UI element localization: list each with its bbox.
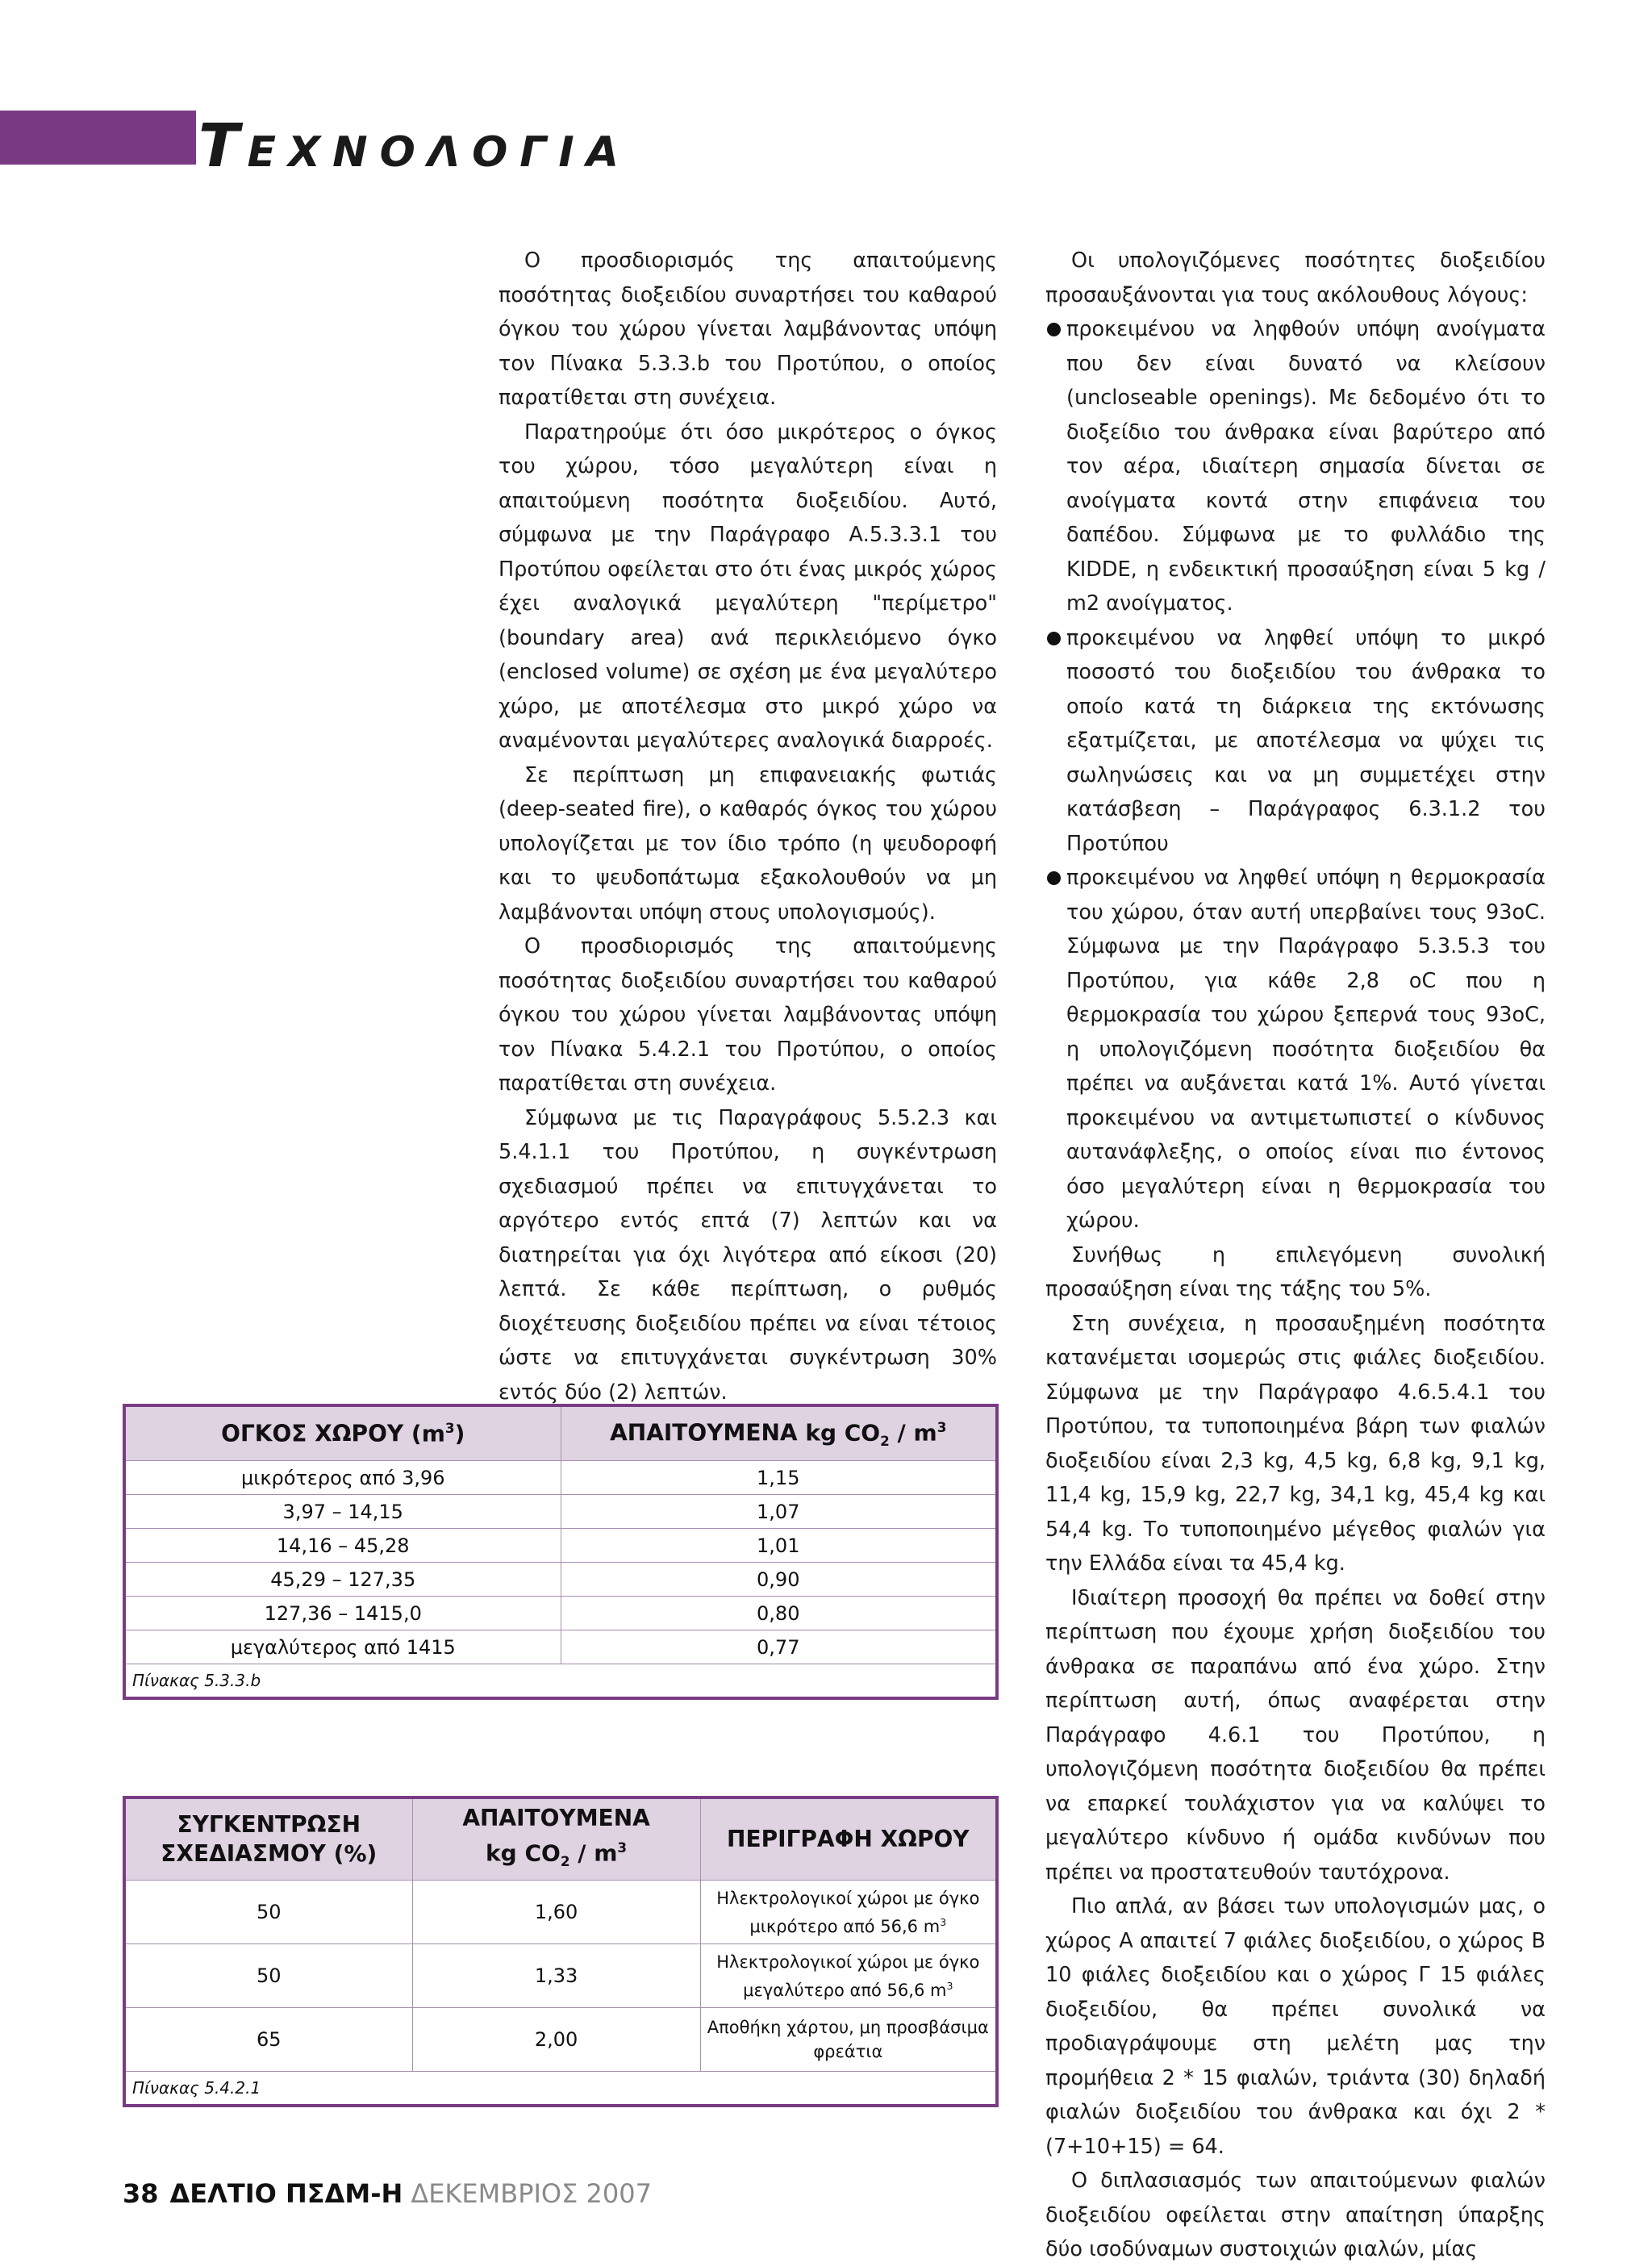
table-row: 14,16 – 45,28 1,01 xyxy=(124,1529,997,1563)
paragraph: Σύμφωνα με τις Παραγράφους 5.5.2.3 και 5.4.1.1 του Προτύπου, η συγκέντρωση σχεδιασμού πρέπει να επιτυγχάνεται το αργότερο εντός επτά (7) λεπτών και να διατηρείται για όχι λιγότερα από είκοσι (20) λεπτά. Σε κάθε περίπτωση, ο ρυθμός διοχέτευσης διοξειδίου πρέπει να είναι τέτοιος ώστε να επιτυγχάνεται συγκέντρωση 30% εντός δύο (2) λεπτών. xyxy=(499,1105,997,1405)
paragraph: Ο διπλασιασμός των απαιτούμενων φιαλών διοξειδίου οφείλεται στην απαίτηση ύπαρξης δύο ισοδύναμων συστοιχιών φιαλών, μίας xyxy=(1045,2169,1546,2261)
table-header-row xyxy=(124,1405,997,1461)
bullet-list xyxy=(1045,312,1546,1238)
list-item: προκειμένου να ληφθεί υπόψη η θερμοκρασία του χώρου, όταν αυτή υπερβαίνει τους 93οC. Σύμφωνα με την Παράγραφο 5.3.5.3 του Προτύπου, για κάθε 2,8 οC που η θερμοκρασία του χώρου ξεπερνά τους 93οC, η υπολογιζόμενη ποσότητα διοξειδίου θα πρέπει να αυξάνεται κατά 1%. Αυτό γίνεται προκειμένου να αντιμετωπιστεί ο κίνδυνος αυτανάφλεξης, ο οποίος είναι πιο έντονος όσο μεγαλύτερη είναι η θερμοκρασία του χώρου. xyxy=(1045,861,1546,1238)
table-row: 65 2,00 Αποθήκη χάρτου, μη προσβάσιμα φρεάτια xyxy=(124,2008,997,2072)
table-row: 45,29 – 127,35 0,90 xyxy=(124,1563,997,1597)
concentration-table xyxy=(123,1796,999,2107)
paragraph: Σε περίπτωση μη επιφανειακής φωτιάς (deep-seated fire), ο καθαρός όγκος του χώρου υπολογίζεται με τον ίδιο τρόπο (η ψευδοροφή και το ψευδοπάτωμα εξακολουθούν να μη λαμβάνονται υπόψη στους υπολογισμούς). xyxy=(499,762,997,925)
paragraph: Συνήθως η επιλεγόμενη συνολική προσαύξηση είναι της τάξης του 5%. xyxy=(1045,1242,1546,1301)
table-row: 50 1,60 Ηλεκτρολογικοί χώροι με όγκο μικρότερο από 56,6 $m^3$ xyxy=(124,1881,997,1944)
list-item: προκειμένου να ληφθεί υπόψη το μικρό ποσοστό του διοξειδίου του άνθρακα το οποίο κατά τη διάρκεια της εκτόνωσης εξατμίζεται, με αποτέλεσμα να ψύχει τις σωληνώσεις και να μη συμμετέχει στην κατάσβεση – Παράγραφος 6.3.1.2 του Προτύπου xyxy=(1045,621,1546,862)
table-row: 50 1,33 Ηλεκτρολογικοί χώροι με όγκο μεγαλύτερο από 56,6 $m^3$ xyxy=(124,1944,997,2008)
table-caption: Πίνακας 5.4.2.1 xyxy=(124,2072,997,2106)
issue-date: ΔΕΚΕΜΒΡΙΟΣ 2007 xyxy=(411,2178,652,2209)
paragraph: Στη συνέχεια, η προσαυξημένη ποσότητα κατανέμεται ισομερώς στις φιάλες διοξειδίου. Σύμφωνα με την Παράγραφο 4.6.5.4.1 του Προτύπου, τα τυποποιημένα βάρη των φιαλών διοξειδίου είναι 2,3 kg, 4,5 kg, 6,8 kg, 9,1 kg, 11,4 kg, 15,9 kg, 22,7 kg, 34,1 kg, 45,4 kg και 54,4 kg. Το τυποποιημένο μέγεθος φιαλών για την Ελλάδα είναι τα 45,4 kg. xyxy=(1045,1311,1546,1576)
table-row: 127,36 – 1415,0 0,80 xyxy=(124,1597,997,1630)
column-header-volume: ΟΓΚΟΣ ΧΩΡΟΥ $(m^3)$ xyxy=(124,1405,561,1461)
table-caption-row xyxy=(124,1664,997,1699)
paragraph: Ο προσδιορισμός της απαιτούμενης ποσότητας διοξειδίου συναρτήσει του καθαρού όγκου του χώρου γίνεται λαμβάνοντας υπόψη τον Πίνακα 5.3.3.b του Προτύπου, ο οποίος παρατίθεται στη συνέχεια. xyxy=(499,248,997,410)
table-row: μεγαλύτερος από 1415 0,77 xyxy=(124,1630,997,1664)
section-title: ΤΕΧΝΟΛΟΓΙΑ xyxy=(198,111,631,181)
table-row: μικρότερος από 3,96 1,15 xyxy=(124,1461,997,1495)
paragraph: Παρατηρούμε ότι όσο μικρότερος ο όγκος του χώρου, τόσο μεγαλύτερη είναι η απαιτούμενη ποσότητα διοξειδίου. Αυτό, σύμφωνα με την Παράγραφο Α.5.3.3.1 του Προτύπου οφείλεται στο ότι ένας μικρός χώρος έχει αναλογικά μεγαλύτερη "περίμετρο" (boundary area) ανά περικλειόμενο όγκο (enclosed volume) σε σχέση με ένα μεγαλύτερο χώρο, με αποτέλεσμα στο μικρό χώρο να αναμένονται μεγαλύτερες αναλογικά διαρροές. xyxy=(499,420,997,753)
volume-table xyxy=(123,1404,999,1700)
paragraph: Πιο απλά, αν βάσει των υπολογισμών μας, ο χώρος Α απαιτεί 7 φιάλες διοξειδίου, ο χώρος Β 10 φιάλες διοξειδίου και ο χώρος Γ 15 φιάλες διοξειδίου, θα πρέπει συνολικά να προδιαγράψουμε στη μελέτη μας την προμήθεια 2 * 15 φιαλών, τριάντα (30) δηλαδή φιαλών διοξειδίου του άνθρακα και όχι 2 * (7+10+15) = 64. xyxy=(1045,1894,1546,2159)
list-item: προκειμένου να ληφθούν υπόψη ανοίγματα που δεν είναι δυνατό να κλείσουν (uncloseable openings). Με δεδομένο ότι το διοξείδιο του άνθρακα είναι βαρύτερο από τον αέρα, ιδιαίτερη σημασία δίνεται σε ανοίγματα κοντά στην επιφάνεια του δαπέδου. Σύμφωνα με το φυλλάδιο της KIDDE, η ενδεικτική προσαύξηση είναι 5 kg / m2 ανοίγματος. xyxy=(1045,312,1546,621)
paragraph: Οι υπολογιζόμενες ποσότητες διοξειδίου προσαυξάνονται για τους ακόλουθους λόγους: xyxy=(1045,248,1546,307)
table-header-row xyxy=(124,1797,997,1881)
page-number: 38 xyxy=(123,2178,159,2209)
paragraph: Ο προσδιορισμός της απαιτούμενης ποσότητας διοξειδίου συναρτήσει του καθαρού όγκου του χώρου γίνεται λαμβάνοντας υπόψη τον Πίνακα 5.4.2.1 του Προτύπου, ο οποίος παρατίθεται στη συνέχεια. xyxy=(499,934,997,1096)
magazine-name: ΔΕΛΤΙΟ ΠΣΔΜ-Η xyxy=(169,2178,403,2209)
table-row: 3,97 – 14,15 1,07 xyxy=(124,1495,997,1529)
column-header-required-co2: ΑΠΑΙΤΟΥΜΕΝΑ kg $CO_2 / m^3$ xyxy=(561,1405,997,1461)
paragraph: Ιδιαίτερη προσοχή θα πρέπει να δοθεί στην περίπτωση που έχουμε χρήση διοξειδίου του άνθρακα σε παραπάνω από ένα χώρο. Στην περίπτωση αυτή, όπως αναφέρεται στην Παράγραφο 4.6.1 του Προτύπου, η υπολογιζόμενη ποσότητα διοξειδίου θα πρέπει να επαρκεί τουλάχιστον για να καλύψει το μεγαλύτερο κίνδυνο ή ομάδα κινδύνων που πρέπει να προστατευθούν ταυτόχρονα. xyxy=(1045,1585,1546,1885)
table-caption-row xyxy=(124,2072,997,2106)
right-column xyxy=(1045,244,1546,2267)
column-header-description: ΠΕΡΙΓΡΑΦΗ ΧΩΡΟΥ xyxy=(700,1797,997,1881)
column-header-required-co2: ΑΠΑΙΤΟΥΜΕΝΑ kg $CO_2 / m^3$ xyxy=(412,1797,700,1881)
table-caption: Πίνακας 5.3.3.b xyxy=(124,1664,997,1699)
header-band xyxy=(0,111,196,165)
middle-column xyxy=(499,244,997,1409)
column-header-concentration: ΣΥΓΚΕΝΤΡΩΣΗ ΣΧΕΔΙΑΣΜΟΥ (%) xyxy=(124,1797,412,1881)
page-footer xyxy=(123,2178,652,2209)
